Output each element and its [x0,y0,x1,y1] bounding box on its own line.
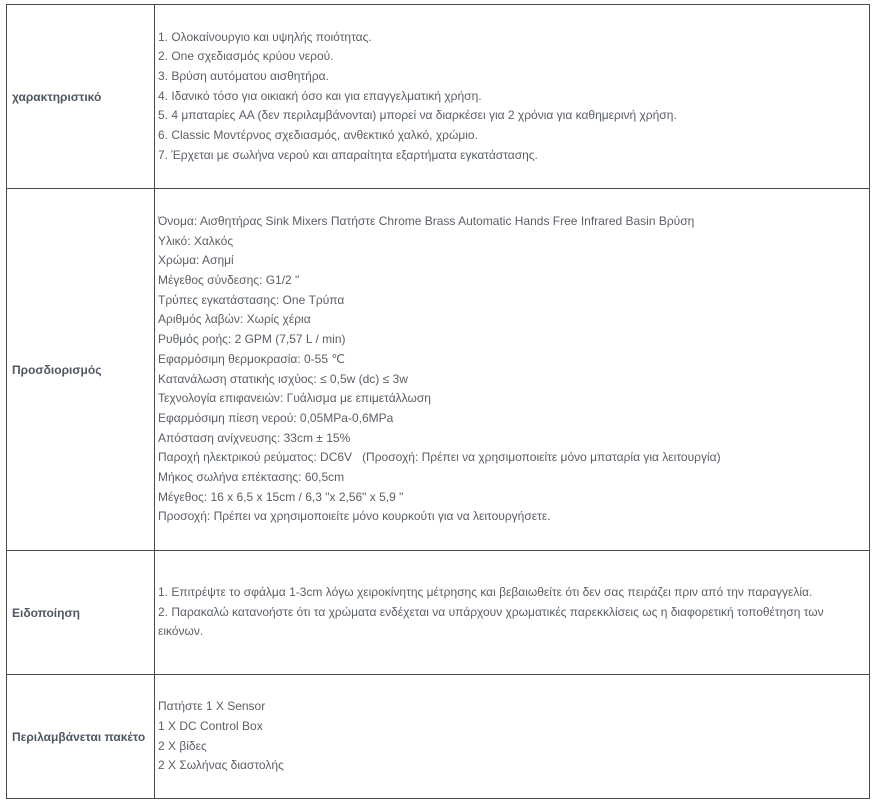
list-item: Υλικό: Χαλκός [158,233,234,248]
table-row [7,551,870,675]
row-label-package: Περιλαμβάνεται πακέτο [7,675,155,799]
row-label-specification: Προσδιορισμός [7,189,155,551]
list-item: 5. 4 μπαταρίες AA (δεν περιλαμβάνονται) μπορεί να διαρκέσει για 2 χρόνια για καθημερινή χρήση. [158,108,677,123]
list-item: Εφαρμόσιμη θερμοκρασία: 0-55 ℃ [158,351,345,366]
row-value-specification [155,189,870,551]
list-item: Χρώμα: Ασημί [158,253,234,268]
list-item: Μέγεθος σύνδεσης: G1/2 " [158,272,300,287]
list-item: 1. Επιτρέψτε το σφάλμα 1-3cm λόγω χειροκίνητης μέτρησης και βεβαιωθείτε ότι δεν σας πειράζει πριν από την παραγγελία. [158,584,813,599]
list-item: Εφαρμόσιμη πίεση νερού: 0,05MPa-0,6MPa [158,410,394,425]
table-row [7,189,870,551]
list-item: 3. Βρύση αυτόματου αισθητήρα. [158,68,329,83]
list-item: Όνομα: Αισθητήρας Sink Mixers Πατήστε Chrome Brass Automatic Hands Free Infrared Basin Βρύση [158,213,695,228]
list-item: Τρύπες εγκατάστασης: One Τρύπα [158,292,345,307]
spec-table [6,4,870,799]
list-item: Παροχή ηλεκτρικού ρεύματος: DC6V (Προσοχή: Πρέπει να χρησιμοποιείτε μόνο μπαταρία για λειτουργία) [158,450,721,465]
list-item: Κατανάλωση στατικής ισχύος: ≤ 0,5w (dc) ≤ 3w [158,371,408,386]
row-value-features [155,5,870,189]
list-item: 1. Ολοκαίνουργιο και υψηλής ποιότητας. [158,29,372,44]
row-value-notice [155,551,870,675]
list-item: Αριθμός λαβών: Χωρίς χέρια [158,312,311,327]
list-item: Μήκος σωλήνα επέκτασης: 60,5cm [158,470,345,485]
list-item: Μέγεθος: 16 x 6,5 x 15cm / 6,3 "x 2,56" x 5,9 " [158,489,404,504]
row-label-features: χαρακτηριστικό [7,5,155,189]
list-item: 7. Έρχεται με σωλήνα νερού και απαραίτητα εξαρτήματα εγκατάστασης. [158,147,538,162]
row-label-notice: Ειδοποίηση [7,551,155,675]
list-item: 2 X βίδες [158,738,207,753]
table-row [7,675,870,799]
list-item: Ρυθμός ροής: 2 GPM (7,57 L / min) [158,332,346,347]
list-item: Τεχνολογία επιφανειών: Γυάλισμα με επιμετάλλωση [158,391,431,406]
list-item: 2 X Σωλήνας διαστολής [158,758,284,773]
list-item: 2. Παρακαλώ κατανοήστε ότι τα χρώματα ενδέχεται να υπάρχουν χρωματικές παρεκκλίσεις ως η διαφορετική τοποθέτηση των εικόνων. [158,604,824,639]
list-item: 1 X DC Control Box [158,718,263,733]
row-value-package [155,675,870,799]
list-item: 4. Ιδανικό τόσο για οικιακή όσο και για επαγγελματική χρήση. [158,88,482,103]
table-row [7,5,870,189]
list-item: 2. One σχεδιασμός κρύου νερού. [158,49,334,64]
list-item: Πατήστε 1 X Sensor [158,699,266,714]
list-item: 6. Classic Μοντέρνος σχεδιασμός, ανθεκτικό χαλκό, χρώμιο. [158,128,478,143]
list-item: Προσοχή: Πρέπει να χρησιμοποιείτε μόνο κουρκούτι για να λειτουργήσετε. [158,509,551,524]
list-item: Απόσταση ανίχνευσης: 33cm ± 15% [158,430,351,445]
